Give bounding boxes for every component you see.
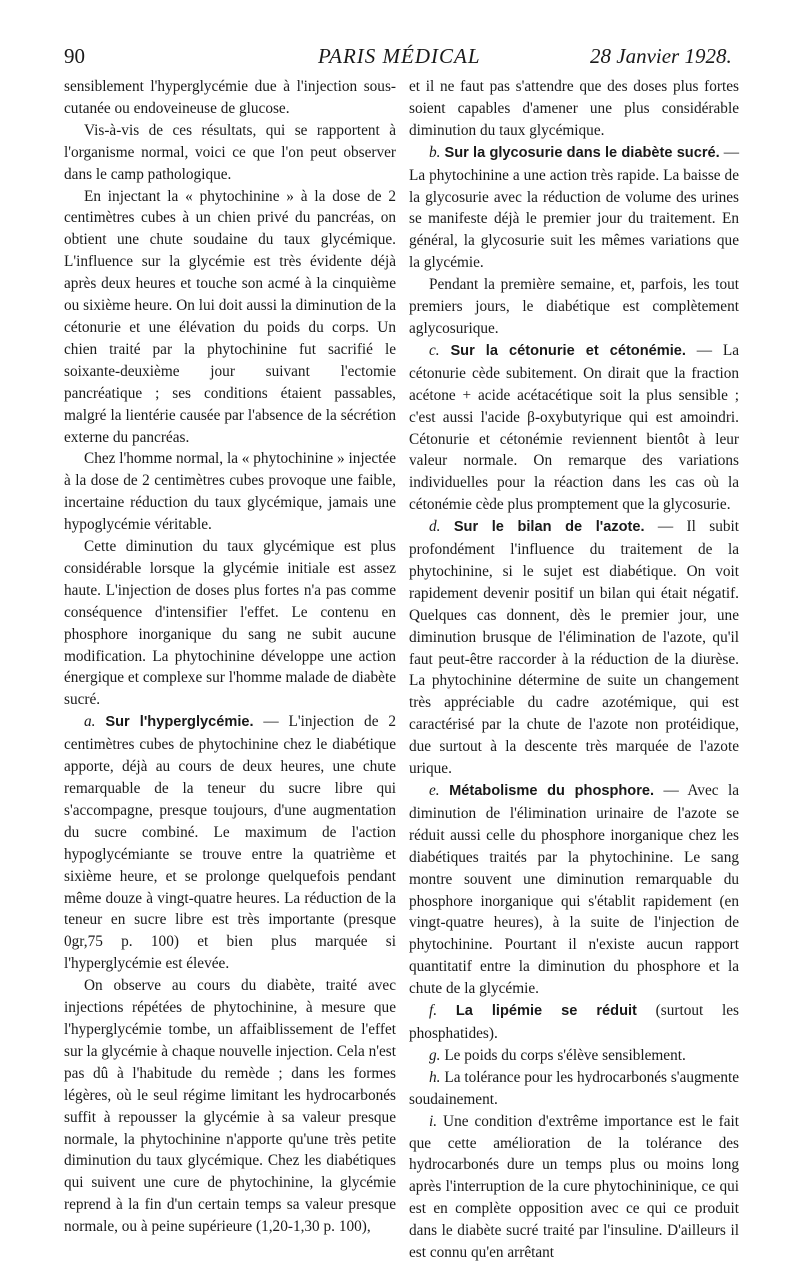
item-letter: g. [429, 1046, 441, 1064]
paragraph [64, 120, 396, 186]
paragraph-continued [409, 76, 739, 142]
item-text: Une condition d'extrême importance est le fait que cette amélioration de la tolérance des hydrocarbonés dure un temps plus ou moins long après l'interruption de la cure phytochininique, ce qui est en complète opposition avec ce qui ce produit dans le diabète sucré traité par l'insuline. D'ailleurs il est connu qu'en arrêtant [409, 1112, 739, 1262]
item-letter: i. [429, 1112, 438, 1130]
item-title: Sur la glycosurie dans le diabète sucré. [444, 144, 720, 161]
paragraph-text: En injectant la « phytochinine » à la dose de 2 centimètres cubes à un chien privé du pancréas, on obtient une chute soudaine du taux glycémique. L'influence sur la glycémie est très évidente déjà après deux heures et touche son acmé à la cinquième ou sixième heure. On lui doit aussi la diminution de la cétonurie et une élévation du poids du corps. Un chien traité par la phytochinine fut sacrifié le soixante-deuxième jour suivant l'ectomie pancréatique ; ses conditions étaient passables, malgré la lientérie causée par l'absence de la sécrétion externe du pancréas. [64, 187, 396, 446]
item-letter: f. [429, 1002, 438, 1020]
issue-date: 28 Janvier 1928. [590, 44, 732, 68]
paragraph-text: sensiblement l'hyperglycémie due à l'injection sous-cutanée ou endoveineuse de glucose. [64, 78, 396, 117]
paragraph-text: Pendant la première semaine, et, parfois, les tout premiers jours, le diabétique est complètement aglycosurique. [409, 276, 739, 337]
item-letter: a. [84, 713, 96, 731]
item-text: — La phytochinine a une action très rapide. La baisse de la glycosurie avec la réduction de volume des urines se manifeste déjà le premier jour du traitement. En général, la glycosurie suit les mêmes variations que la glycémie. [409, 143, 739, 272]
paragraph-continued [64, 76, 396, 120]
list-item [409, 142, 739, 274]
paragraph [64, 448, 396, 536]
list-item [409, 1067, 739, 1111]
item-text: — L'injection de 2 centimètres cubes de phytochinine chez le diabétique apporte, déjà au cours de deux heures, une chute remarquable de la teneur du sucre libre qui s'accompagne, presque toujours, d'une augmentation du sucre combiné. Le maximum de l'action hypoglycémiante se trouve entre la quatrième et sixième heure, et se prolonge quelquefois pendant même douze à vingt-quatre heures. La réduction de la teneur en sucre libre est très importante (presque 0gr,75 p. 100) et bien plus marquée si l'hyperglycémie est élevée. [64, 713, 396, 973]
paragraph-text: Chez l'homme normal, la « phytochinine » injectée à la dose de 2 centimètres cubes provoque une faible, incertaine réduction du taux glycémique, jamais une hypoglycémie véritable. [64, 450, 397, 534]
right-column [409, 76, 739, 1264]
left-column [64, 76, 396, 1238]
list-item [409, 1045, 739, 1067]
list-item [409, 340, 739, 516]
item-text: (surtout les phosphatides). [409, 1002, 739, 1042]
item-text: Le poids du corps s'élève sensiblement. [444, 1046, 686, 1064]
paragraph [64, 536, 396, 711]
paragraph [409, 274, 739, 340]
paragraph-text: Vis-à-vis de ces résultats, qui se rapportent à l'organisme normal, voici ce que l'on peut observer dans le camp pathologique. [64, 121, 396, 183]
list-item [409, 1111, 739, 1264]
paragraph [64, 186, 396, 449]
item-text: — La cétonurie cède subitement. On dirait que la fraction acétone + acide acétacétique soit la plus sensible ; c'est aussi l'acide β-oxybutyrique qui est amoindri. Cétonurie et cétonémie reviennent bientôt à leur valeur normale. On remarque des variations individuelles pour la réaction dans les cas où la cétonémie cède plus promptement que la glycosurie. [409, 341, 739, 514]
item-letter: h. [429, 1068, 441, 1086]
item-letter: e. [429, 782, 440, 799]
item-title: Sur la cétonurie et cétonémie. [450, 342, 686, 359]
item-letter: c. [429, 341, 440, 359]
item-title: Sur le bilan de l'azote. [453, 519, 645, 536]
item-letter: d. [429, 518, 441, 536]
item-text: — Il subit profondément l'influence du traitement de la phytochinine, si le sujet est diabétique. On voit rapidement devenir positif un bilan qui était négatif. Quelques cas donnent, dès le premier jour, une diminution brusque de l'élimination de l'azote, qu'il faut peut-être raccorder à la réduction de la diurèse. La phytochinine détermine de suite un changement très appréciable du cadre azotémique, qui est caractérisé par la chute de l'azote non protéidique, due surtout à la descente très marquée de l'azote urique. [409, 518, 739, 778]
list-item [64, 711, 396, 975]
paragraph [64, 975, 396, 1238]
item-text: La tolérance pour les hydrocarbonés s'augmente soudainement. [409, 1068, 740, 1108]
item-letter: b. [429, 143, 441, 161]
item-title: La lipémie se réduit [455, 1003, 637, 1020]
list-item [409, 780, 739, 1000]
item-title: Sur l'hyperglycémie. [105, 714, 254, 731]
item-text: — Avec la diminution de l'élimination urinaire de l'azote se réduit aussi celle du phosphore inorganique chez les diabétiques traités par la phytochinine. Le sang montre souvent une diminution remarquable du phosphore inorganique qui s'établit rapidement (en vingt-quatre heures), à la suite de l'injection de phytochinine. Pourtant il n'existe aucun rapport quantitatif entre la diminution du phosphore et la chute de la glycémie. [409, 782, 740, 998]
list-item [409, 516, 739, 780]
paragraph-text: Cette diminution du taux glycémique est plus considérable lorsque la glycémie initiale est assez haute. L'injection de doses plus fortes n'a pas comme conséquence d'intensifier l'effet. Le contenu en phosphore inorganique du sang ne subit aucune modification. La phytochinine développe une action énergique et complexe sur l'homme malade de diabète sucré. [64, 538, 396, 709]
paragraph-text: On observe au cours du diabète, traité avec injections répétées de phytochinine, à mesure que l'hyperglycémie tombe, un affaiblissement de l'effet sur la glycémie à chaque nouvelle injection. Cela n'est pas dû à l'habitude du remède ; dans les formes légères, où le seul régime limitant les hydrocarbonés suffit à repousser la glycémie à sa valeur presque normale, la phytochinine n'apporte qu'une très petite diminution du taux glycémique. Chez les diabétiques qui suivent une cure de phytochinine, la glycémie reprend à la fin d'un certain temps sa valeur presque normale, ou à peine supérieure (1,20-1,30 p. 100), [64, 977, 396, 1236]
page-number: 90 [64, 44, 85, 68]
journal-title: PARIS MÉDICAL [318, 44, 481, 68]
paragraph-text: et il ne faut pas s'attendre que des doses plus fortes soient capables d'amener une plus considérable diminution du taux glycémique. [409, 78, 739, 139]
list-item [409, 1000, 739, 1045]
item-title: Métabolisme du phosphore. [449, 783, 655, 799]
